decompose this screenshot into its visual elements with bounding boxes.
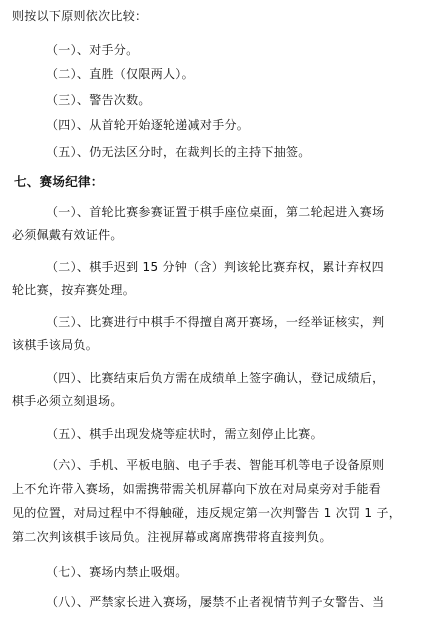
discipline-6-line-4: 第二次判该棋手该局负。注视屏幕或离席携带将直接判负。 bbox=[12, 530, 332, 544]
discipline-4-line-1: （四）、比赛结束后负方需在成绩单上签字确认，登记成绩后， bbox=[46, 371, 385, 385]
intro-text: 则按以下原则依次比较： bbox=[12, 9, 148, 23]
discipline-6-line-1: （六）、手机、平板电脑、电子手表、智能耳机等电子设备原则 bbox=[46, 458, 385, 472]
discipline-8-line-1: （八）、严禁家长进入赛场，屡禁不止者视情节判子女警告、当 bbox=[46, 595, 385, 609]
discipline-6-line-3: 见的位置，对局过程中不得触碰，违反规定第一次判警告 1 次罚 1 子， bbox=[12, 506, 402, 520]
discipline-7-line-1: （七）、赛场内禁止吸烟。 bbox=[46, 565, 188, 579]
discipline-2-line-2: 轮比赛，按弃赛处理。 bbox=[12, 283, 136, 297]
discipline-3-line-2: 该棋手该局负。 bbox=[12, 338, 99, 352]
rule-4: （四）、从首轮开始逐轮递减对手分。 bbox=[46, 118, 250, 132]
discipline-2-line-1: （二）、棋手迟到 15 分钟（含）判该轮比赛弃权，累计弃权四 bbox=[46, 260, 384, 274]
discipline-1-line-2: 必须佩戴有效证件。 bbox=[12, 228, 123, 242]
discipline-3-line-1: （三）、比赛进行中棋手不得擅自离开赛场，一经举证核实，判 bbox=[46, 315, 385, 329]
discipline-4-line-2: 棋手必须立刻退场。 bbox=[12, 394, 123, 408]
rule-3: （三）、警告次数。 bbox=[46, 93, 151, 107]
section-heading: 七、赛场纪律： bbox=[14, 174, 104, 189]
rule-5: （五）、仍无法区分时，在裁判长的主持下抽签。 bbox=[46, 145, 311, 159]
rule-2: （二）、直胜（仅限两人）。 bbox=[46, 67, 194, 81]
discipline-5-line-1: （五）、棋手出现发烧等症状时，需立刻停止比赛。 bbox=[46, 427, 323, 441]
rule-1: （一）、对手分。 bbox=[46, 43, 139, 57]
discipline-1-line-1: （一）、首轮比赛参赛证置于棋手座位桌面，第二轮起进入赛场 bbox=[46, 205, 385, 219]
discipline-6-line-2: 上不允许带入赛场，如需携带需关机屏幕向下放在对局桌旁对手能看 bbox=[12, 482, 382, 496]
